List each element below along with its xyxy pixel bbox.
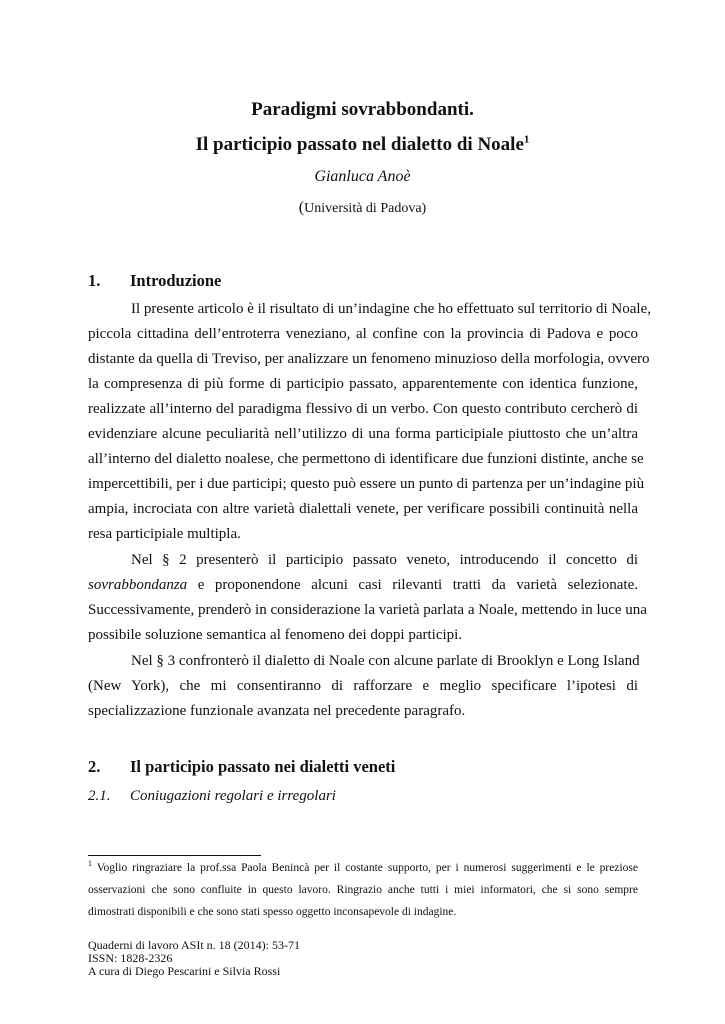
- para3-line: (New York), che mi consentiranno di rafforzare e meglio specificare l’ipotesi di: [88, 678, 638, 694]
- para3-line: specializzazione funzionale avanzata nel precedente paragrafo.: [88, 703, 466, 719]
- subsection-2-1-heading: [88, 788, 336, 805]
- journal-citation: Quaderni di lavoro ASIt n. 18 (2014): 53-71: [88, 938, 300, 952]
- title-line-2: [0, 134, 725, 156]
- title-footnote-mark[interactable]: 1: [523, 133, 530, 146]
- journal-issn: ISSN: 1828-2326: [88, 951, 173, 965]
- affiliation-paren: (: [298, 199, 305, 216]
- para1-line: distante da quella di Treviso, per analizzare un fenomeno minuzioso della morfologia, ovvero: [88, 351, 650, 367]
- footnote-text: Voglio ringraziare la prof.ssa Paola Benincà per il costante supporto, per i numerosi suggerimenti e le preziose: [92, 862, 638, 874]
- section-2-number: 2.: [88, 757, 101, 776]
- subsection-2-1-title: Coniugazioni regolari e irregolari: [130, 788, 336, 804]
- footnote-divider: [88, 855, 261, 856]
- footnote-line: dimostrati disponibili e che sono stati spesso oggetto inconsapevole di indagine.: [88, 906, 457, 918]
- footnote-line: [88, 861, 638, 875]
- author-affiliation: [0, 199, 725, 217]
- journal-editors: A cura di Diego Pescarini e Silvia Rossi: [88, 964, 281, 978]
- para1-line: evidenziare alcune peculiarità nell’utilizzo di una forma participiale piuttosto che un’altra: [88, 426, 638, 442]
- para1-line: piccola cittadina dell’entroterra veneziano, al confine con la provincia di Padova e poco: [88, 326, 638, 342]
- para1-line: all’interno del dialetto noalese, che permettono di identificare due funzioni distinte, anche se: [88, 451, 644, 467]
- footnote-mark: 1: [88, 859, 92, 869]
- para2-line: [88, 576, 638, 594]
- section-1-heading: [88, 271, 221, 291]
- para1-line: la compresenza di più forme di participio passato, apparentemente con identica funzione,: [88, 376, 638, 392]
- para1-line: realizzate all’interno del paradigma flessivo di un verbo. Con questo contributo cercherò di: [88, 401, 638, 417]
- affiliation-text: Università di Padova): [304, 201, 427, 216]
- term-sovrabbondanza: sovrabbondanza: [88, 577, 188, 593]
- author-name: Gianluca Anoè: [314, 168, 411, 185]
- para1-line: Il presente articolo è il risultato di un’indagine che ho effettuato sul territorio di Noale,: [131, 301, 651, 317]
- subsection-2-1-number: 2.1.: [88, 788, 111, 804]
- section-1-number: 1.: [88, 271, 101, 290]
- footnote-line: osservazioni che sono confluite in questo lavoro. Ringrazio anche tutti i miei informatori, che si sono sempre: [88, 884, 638, 896]
- para2-line: Successivamente, prenderò in considerazione la varietà parlata a Noale, mettendo in luce una: [88, 602, 647, 618]
- para2-line-rest: e proponendone alcuni casi rilevanti tratti da varietà selezionate.: [187, 577, 638, 593]
- section-2-heading: [88, 757, 395, 777]
- para2-line: possibile soluzione semantica al fenomeno dei doppi participi.: [88, 627, 463, 643]
- para3-line: Nel § 3 confronterò il dialetto di Noale con alcune parlate di Brooklyn e Long Island: [131, 653, 640, 669]
- para1-line: resa participiale multipla.: [88, 526, 241, 542]
- section-2-title: Il participio passato nei dialetti veneti: [130, 757, 396, 776]
- para1-line: ampia, incrociata con altre varietà dialettali venete, per verificare possibili continuità nella: [88, 501, 638, 517]
- section-1-title: Introduzione: [130, 271, 222, 290]
- title-text: Il participio passato nel dialetto di Noale: [195, 134, 524, 155]
- title-line-1: Paradigmi sovrabbondanti.: [251, 99, 474, 120]
- para2-line: Nel § 2 presenterò il participio passato veneto, introducendo il concetto di: [131, 552, 638, 568]
- para1-line: impercettibili, per i due participi; questo può essere un punto di partenza per un’indagine più: [88, 476, 645, 492]
